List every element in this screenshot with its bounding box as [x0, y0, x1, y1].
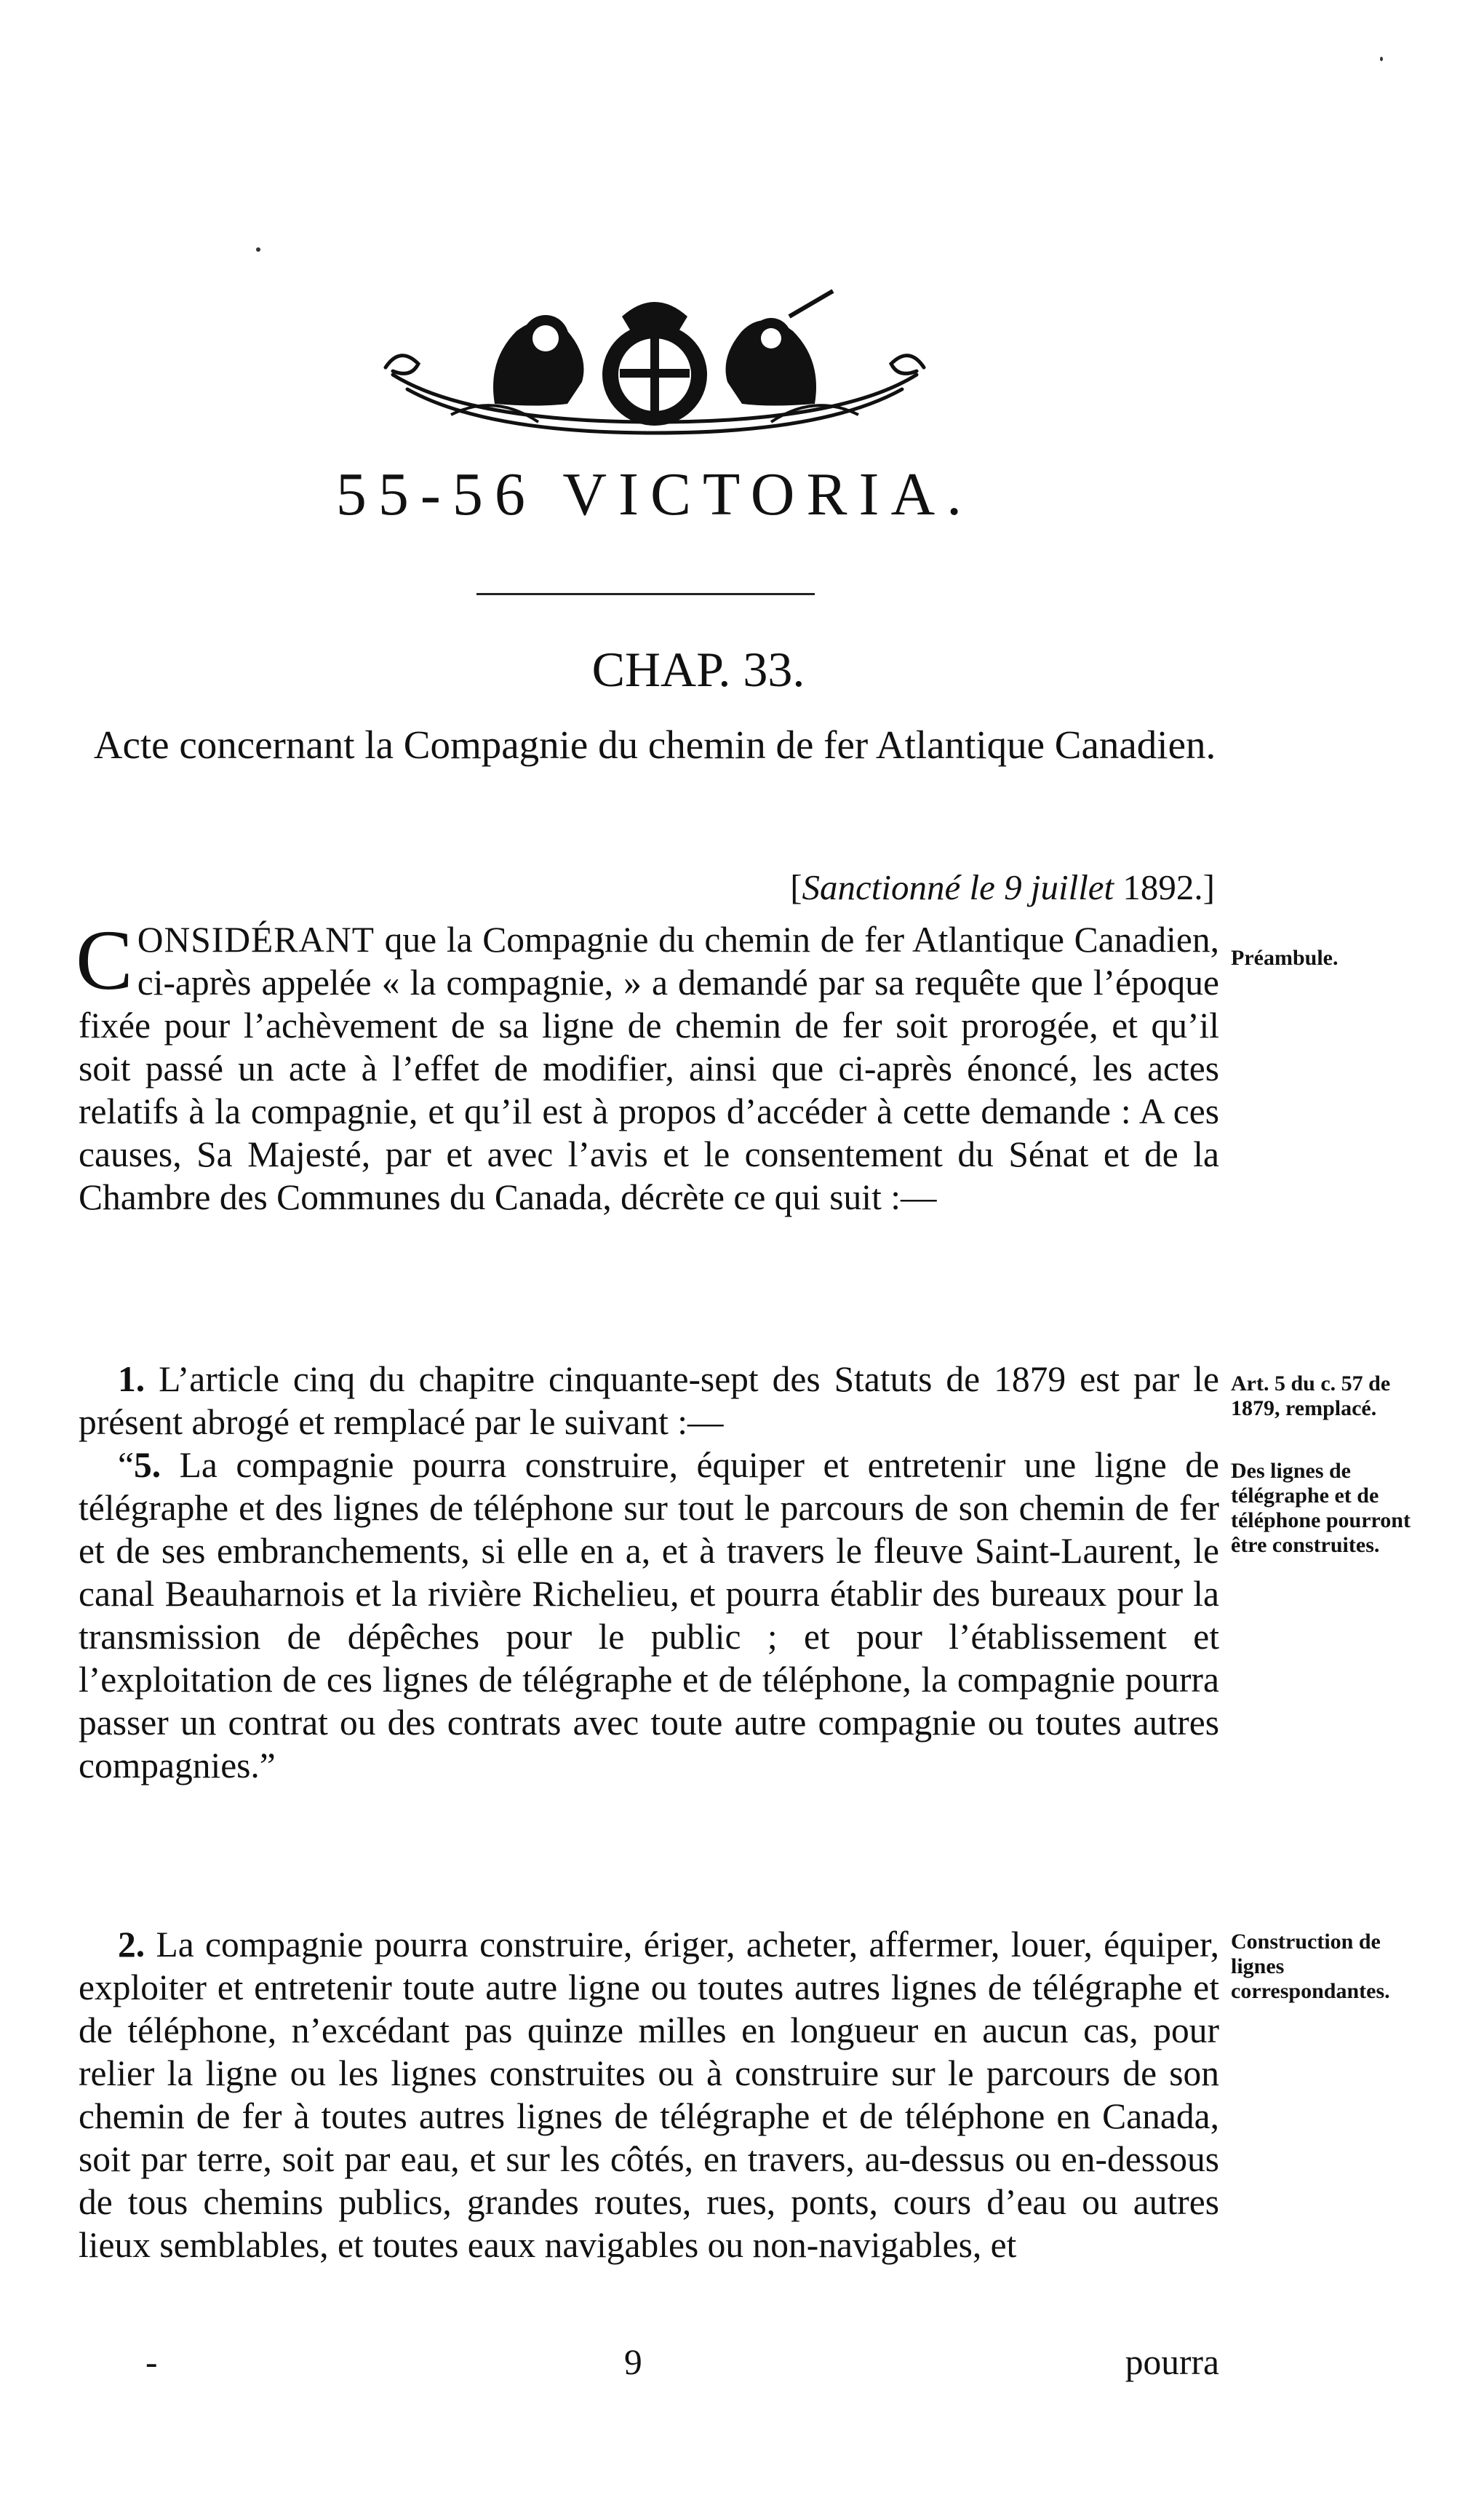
- section-1-intro: [79, 1358, 1219, 1444]
- section-2: [79, 1923, 1219, 2266]
- section-1: [79, 1358, 1219, 1787]
- margin-note-lines: Des lignes de télégraphe et de téléphone pourront être construites.: [1231, 1459, 1411, 1557]
- section-1-text: L’article cinq du chapitre cinquante-sept des Statuts de 1879 est par le présent abrogé et remplacé par le suivant :—: [79, 1359, 1219, 1442]
- section-2-number: 2.: [118, 1924, 145, 1964]
- section-1-number: 1.: [118, 1359, 145, 1399]
- section-2-text: La compagnie pourra construire, ériger, acheter, affermer, louer, équiper, exploiter et entretenir toute autre ligne ou toutes autres lignes de télégraphe et de téléphone, n’excédant pas quinze milles en longueur en aucun cas, pour relier la ligne ou les lignes construites ou à construire sur le parcours de son chemin de fer à toutes autres lignes de télégraphe et de téléphone en Canada, soit par terre, soit par eau, et sur les côtés, en travers, au-dessus ou en-dessous de tous chemins publics, grandes routes, rues, ponts, cours d’eau ou autres lieux semblables, et toutes eaux navigables ou non-navigables, et: [79, 1924, 1219, 2265]
- sanction-date: [633, 866, 1215, 909]
- sanction-bracket: [: [790, 867, 802, 907]
- preamble-text: que la Compagnie du chemin de fer Atlantique Canadien, ci-après appelée « la compagnie, » a demandé par sa requête que l’époque fixée pour l’achèvement de sa ligne de chemin de fer soit prorogée, et qu’il soit passé un acte à l’effet de modifier, ainsi que ci-après énoncé, les actes relatifs à la compagnie, et qu’il est à propos d’accéder à cette demande : A ces causes, Sa Majesté, par et avec l’avis et le consentement du Sénat et de la Chambre des Communes du Canada, décrète ce qui suit :—: [79, 920, 1219, 1217]
- dropcap-letter: C: [76, 912, 133, 1008]
- quoted-article-number: 5.: [133, 1445, 161, 1485]
- page-footer: [79, 2341, 1219, 2384]
- quoted-article-text: La compagnie pourra construire, équiper et entretenir une ligne de télégraphe et des lignes de téléphone sur tout le parcours de son chemin de fer et de ses embranchements, si elle en a, et à travers le fleuve Saint-Laurent, le canal Beauharnois et la rivière Richelieu, et pourra établir des bureaux pour la transmission de dépêches pour le public ; et pour l’établissement et l’exploitation de ces lignes de télégraphe et de téléphone, la compagnie pourra passer un contrat ou des contrats avec toute autre compagnie ou toutes autres compagnies.”: [79, 1445, 1219, 1786]
- page-number: 9: [624, 2342, 642, 2382]
- sanction-italic: Sanctionné le 9 juillet: [802, 867, 1114, 907]
- catchword: pourra: [1125, 2342, 1219, 2382]
- ink-speck: [256, 247, 260, 252]
- margin-note-preamble: Préambule.: [1231, 946, 1339, 970]
- section-2-paragraph: [79, 1923, 1219, 2266]
- chapter-heading: CHAP. 33.: [591, 642, 805, 697]
- quote-open-mark: “: [118, 1445, 134, 1485]
- preamble-lead-word: ONSIDÉRANT: [137, 920, 375, 960]
- section-1-quoted-article: [79, 1444, 1219, 1787]
- footer-mark: -: [145, 2342, 158, 2382]
- margin-note-construction: Construction de lignes correspondantes.: [1231, 1930, 1390, 2003]
- royal-coat-of-arms-icon: [364, 287, 946, 437]
- preamble-paragraph: [76, 912, 1219, 1219]
- regnal-year-heading: 55-56 VICTORIA.: [335, 461, 974, 528]
- heading-divider: [476, 593, 815, 595]
- sanction-year: 1892.]: [1114, 867, 1215, 907]
- margin-note-art5: Art. 5 du c. 57 de 1879, remplacé.: [1231, 1372, 1391, 1420]
- act-title: Acte concernant la Compagnie du chemin de fer Atlantique Canadien.: [93, 722, 1216, 767]
- ink-speck: [1380, 57, 1383, 61]
